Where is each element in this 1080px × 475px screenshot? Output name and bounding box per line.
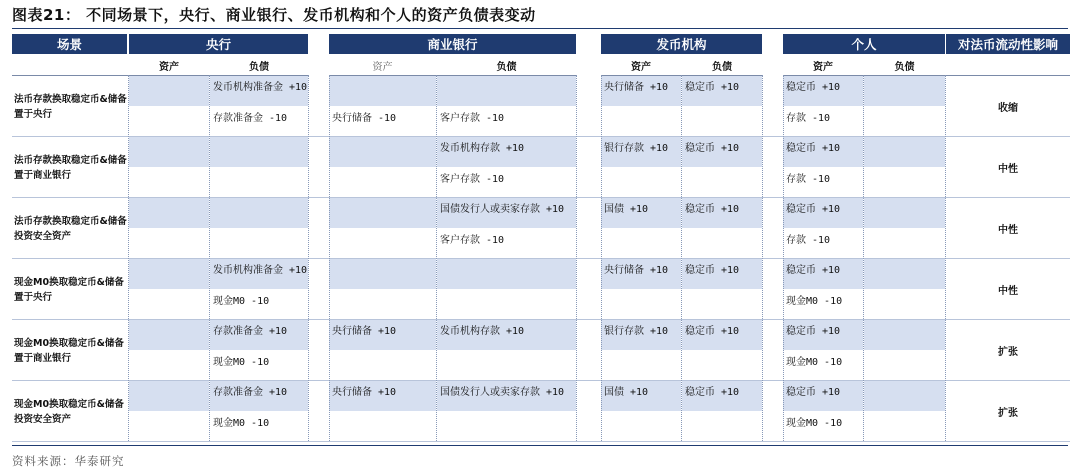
entry-cell-is-l: 稳定币 +10 xyxy=(682,198,762,228)
entry-cell-in-l xyxy=(864,290,945,320)
entry-cell-cb-a xyxy=(129,351,209,381)
header-commercial-bank: 商业银行 xyxy=(329,34,576,54)
source-divider xyxy=(12,445,1068,446)
entry-cell-in-l xyxy=(864,198,945,228)
entry-cell-bk-l xyxy=(437,412,576,442)
entry-cell-bk-a xyxy=(329,259,436,289)
entry-cell-is-l: 稳定币 +10 xyxy=(682,137,762,167)
entry-cell-cb-a xyxy=(129,229,209,259)
entry-cell-is-a: 央行储备 +10 xyxy=(601,259,681,289)
entry-cell-in-l xyxy=(864,412,945,442)
impact-label: 扩张 xyxy=(998,347,1018,358)
column-divider xyxy=(783,75,784,441)
entry-cell-is-l: 稳定币 +10 xyxy=(682,381,762,411)
entry-cell-bk-a xyxy=(329,168,436,198)
entry-cell-bk-l xyxy=(437,76,576,106)
subheader-is-liability: 负债 xyxy=(712,61,732,73)
scenario-label: 现金M0换取稳定币&储备置于商业银行 xyxy=(14,337,124,364)
entry-cell-cb-l: 存款准备金 -10 xyxy=(213,113,288,124)
entry-cell-bk-a: 央行储备 +10 xyxy=(329,320,436,350)
figure-title: 图表21： 不同场景下，央行、商业银行、发币机构和个人的资产负债表变动 xyxy=(12,6,536,24)
entry-cell-is-a: 央行储备 +10 xyxy=(601,76,681,106)
entry-cell-cb-l: 现金M0 -10 xyxy=(213,357,270,368)
entry-cell-is-a xyxy=(601,107,681,137)
subheader-is-asset: 资产 xyxy=(631,61,651,73)
entry-cell-bk-l: 客户存款 -10 xyxy=(440,235,505,246)
header-central-bank: 央行 xyxy=(129,34,308,54)
scenario-label: 现金M0换取稳定币&储备置于央行 xyxy=(14,276,124,303)
header-scenario: 场景 xyxy=(12,34,128,54)
entry-cell-bk-l xyxy=(437,351,576,381)
entry-cell-is-a xyxy=(601,412,681,442)
entry-cell-is-l: 稳定币 +10 xyxy=(682,259,762,289)
column-divider xyxy=(308,75,309,441)
entry-cell-cb-l: 存款准备金 +10 xyxy=(210,381,308,411)
entry-cell-in-a: 稳定币 +10 xyxy=(783,198,863,228)
entry-cell-bk-a xyxy=(329,76,436,106)
entry-cell-in-l xyxy=(864,351,945,381)
entry-cell-is-a: 国债 +10 xyxy=(601,198,681,228)
entry-cell-in-a: 现金M0 -10 xyxy=(786,296,843,307)
entry-cell-is-l xyxy=(682,107,762,137)
entry-cell-in-a: 稳定币 +10 xyxy=(783,259,863,289)
entry-cell-cb-a xyxy=(129,107,209,137)
entry-cell-bk-a xyxy=(329,137,436,167)
entry-cell-bk-l xyxy=(437,259,576,289)
entry-cell-in-l xyxy=(864,137,945,167)
entry-cell-in-a: 现金M0 -10 xyxy=(786,418,843,429)
entry-cell-in-a: 稳定币 +10 xyxy=(783,381,863,411)
subheader-cb-liability: 负债 xyxy=(249,61,269,73)
entry-cell-cb-l xyxy=(210,137,308,167)
entry-cell-cb-l xyxy=(210,168,308,198)
entry-cell-bk-a xyxy=(329,229,436,259)
entry-cell-is-a xyxy=(601,168,681,198)
entry-cell-is-a: 银行存款 +10 xyxy=(601,137,681,167)
scenario-label: 法币存款换取稳定币&储备投资安全资产 xyxy=(14,215,127,242)
subheader-cb-asset: 资产 xyxy=(159,61,179,73)
row-divider xyxy=(12,441,1070,442)
entry-cell-is-a xyxy=(601,290,681,320)
scenario-label: 现金M0换取稳定币&储备投资安全资产 xyxy=(14,398,124,425)
entry-cell-cb-l: 现金M0 -10 xyxy=(213,418,270,429)
entry-cell-in-l xyxy=(864,168,945,198)
subheader-in-asset: 资产 xyxy=(813,61,833,73)
entry-cell-bk-a xyxy=(329,290,436,320)
entry-cell-bk-l xyxy=(437,290,576,320)
entry-cell-bk-l: 国债发行人或卖家存款 +10 xyxy=(437,381,576,411)
entry-cell-cb-a xyxy=(129,137,209,167)
entry-cell-bk-a: 央行储备 -10 xyxy=(332,113,397,124)
column-divider xyxy=(601,75,602,441)
column-divider xyxy=(863,75,864,441)
entry-cell-in-a: 存款 -10 xyxy=(786,235,831,246)
entry-cell-is-l xyxy=(682,351,762,381)
entry-cell-cb-l: 发币机构准备金 +10 xyxy=(210,76,308,106)
entry-cell-is-l: 稳定币 +10 xyxy=(682,320,762,350)
entry-cell-cb-a xyxy=(129,259,209,289)
entry-cell-in-l xyxy=(864,229,945,259)
entry-cell-cb-a xyxy=(129,320,209,350)
entry-cell-bk-a: 央行储备 +10 xyxy=(329,381,436,411)
entry-cell-in-l xyxy=(864,381,945,411)
entry-cell-in-l xyxy=(864,259,945,289)
entry-cell-cb-a xyxy=(129,76,209,106)
impact-label: 中性 xyxy=(998,164,1018,175)
column-divider xyxy=(576,75,577,441)
entry-cell-bk-l: 客户存款 -10 xyxy=(440,174,505,185)
entry-cell-is-l: 稳定币 +10 xyxy=(682,76,762,106)
entry-cell-bk-l: 客户存款 -10 xyxy=(440,113,505,124)
entry-cell-in-a: 现金M0 -10 xyxy=(786,357,843,368)
entry-cell-cb-l: 发币机构准备金 +10 xyxy=(210,259,308,289)
entry-cell-is-l xyxy=(682,412,762,442)
impact-label: 扩张 xyxy=(998,408,1018,419)
entry-cell-cb-l xyxy=(210,198,308,228)
entry-cell-cb-a xyxy=(129,168,209,198)
entry-cell-in-a: 存款 -10 xyxy=(786,113,831,124)
scenario-label: 法币存款换取稳定币&储备置于央行 xyxy=(14,93,127,120)
subheader-in-liability: 负债 xyxy=(894,61,915,73)
header-impact: 对法币流动性影响 xyxy=(946,34,1070,54)
entry-cell-cb-a xyxy=(129,290,209,320)
header-individual: 个人 xyxy=(783,34,945,54)
entry-cell-cb-l xyxy=(210,229,308,259)
column-divider xyxy=(436,75,437,441)
column-divider xyxy=(762,75,763,441)
entry-cell-bk-l: 国债发行人或卖家存款 +10 xyxy=(437,198,576,228)
entry-cell-cb-l: 现金M0 -10 xyxy=(213,296,270,307)
entry-cell-bk-a xyxy=(329,351,436,381)
entry-cell-in-l xyxy=(864,76,945,106)
subheader-bk-liability: 负债 xyxy=(496,61,517,73)
column-divider xyxy=(681,75,682,441)
column-divider xyxy=(128,75,129,441)
entry-cell-cb-a xyxy=(129,198,209,228)
entry-cell-bk-a xyxy=(329,412,436,442)
scenario-label: 法币存款换取稳定币&储备置于商业银行 xyxy=(14,154,127,181)
entry-cell-in-a: 存款 -10 xyxy=(786,174,831,185)
entry-cell-bk-a xyxy=(329,198,436,228)
entry-cell-cb-a xyxy=(129,412,209,442)
entry-cell-is-a xyxy=(601,351,681,381)
column-divider xyxy=(329,75,330,441)
entry-cell-in-l xyxy=(864,320,945,350)
impact-label: 中性 xyxy=(998,286,1018,297)
entry-cell-in-a: 稳定币 +10 xyxy=(783,76,863,106)
entry-cell-is-l xyxy=(682,168,762,198)
source-note: 资料来源：华泰研究 xyxy=(12,454,125,468)
header-issuer: 发币机构 xyxy=(601,34,762,54)
entry-cell-cb-l: 存款准备金 +10 xyxy=(210,320,308,350)
subheader-bk-asset: 资产 xyxy=(372,61,393,73)
entry-cell-is-a xyxy=(601,229,681,259)
entry-cell-bk-l: 发币机构存款 +10 xyxy=(437,137,576,167)
impact-label: 中性 xyxy=(998,225,1018,236)
column-divider xyxy=(945,75,946,441)
entry-cell-is-a: 国债 +10 xyxy=(601,381,681,411)
title-divider xyxy=(12,28,1068,29)
entry-cell-is-l xyxy=(682,290,762,320)
entry-cell-in-a: 稳定币 +10 xyxy=(783,137,863,167)
entry-cell-in-l xyxy=(864,107,945,137)
entry-cell-is-l xyxy=(682,229,762,259)
impact-label: 收缩 xyxy=(998,103,1018,114)
entry-cell-is-a: 银行存款 +10 xyxy=(601,320,681,350)
entry-cell-in-a: 稳定币 +10 xyxy=(783,320,863,350)
column-divider xyxy=(209,75,210,441)
entry-cell-cb-a xyxy=(129,381,209,411)
entry-cell-bk-l: 发币机构存款 +10 xyxy=(437,320,576,350)
